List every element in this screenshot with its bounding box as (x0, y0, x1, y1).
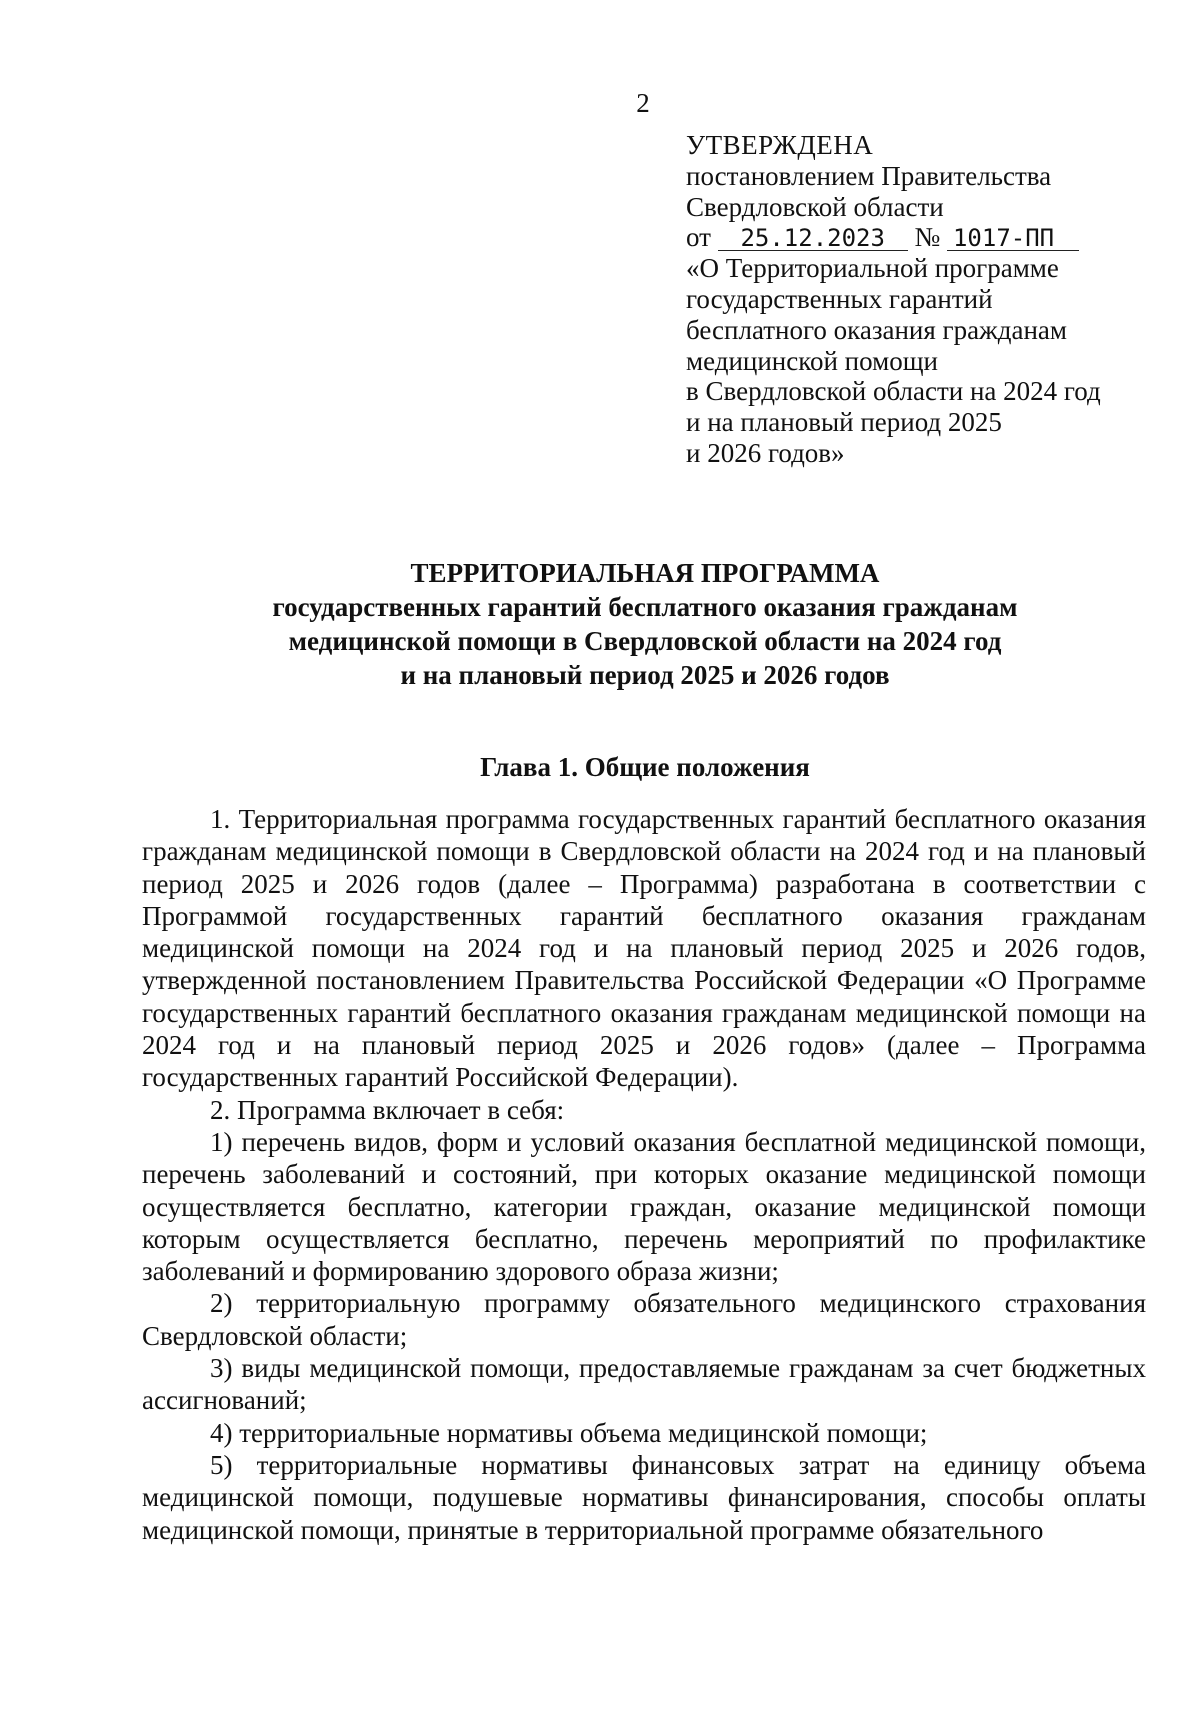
approval-line: медицинской помощи (686, 345, 938, 376)
number-label: № (914, 222, 941, 253)
title-line: медицинской помощи в Свердловской области на 2024 год (288, 626, 1002, 656)
title-line: государственных гарантий бесплатного оказания гражданам (272, 592, 1018, 622)
title-line: и на плановый период 2025 и 2026 годов (400, 660, 890, 690)
from-label: от (686, 222, 711, 253)
approval-line: Свердловской области (686, 191, 944, 222)
document-title (142, 556, 1148, 692)
approval-line: в Свердловской области на 2024 год (686, 376, 1101, 407)
approval-line: и 2026 годов» (686, 437, 845, 468)
list-item: 4) территориальные нормативы объема медицинской помощи; (210, 1417, 928, 1448)
approval-date: 25.12.2023 (718, 226, 908, 251)
list-item: 5) территориальные нормативы финансовых затрат на единицу объема медицинской помощи, подушевые нормативы финансирования, способы оплаты медицинской помощи, принятые в территориальной программе обязательного (142, 1449, 1146, 1545)
title-line: ТЕРРИТОРИАЛЬНАЯ ПРОГРАММА (410, 558, 880, 588)
approval-date-number (686, 222, 1101, 253)
approval-line: государственных гарантий (686, 283, 993, 314)
chapter-title: Глава 1. Общие положения (480, 752, 810, 782)
paragraph: 2. Программа включает в себя: (210, 1094, 565, 1125)
approval-stamp: УТВЕРЖДЕНА (686, 130, 874, 160)
body-text (142, 803, 1146, 1546)
approval-block (686, 130, 1101, 469)
approval-line: постановлением Правительства (686, 160, 1052, 191)
list-item: 1) перечень видов, форм и условий оказания бесплатной медицинской помощи, перечень заболеваний и состояний, при которых оказание медицинской помощи осуществляется бесплатно, категории граждан, оказание медицинской помощи которым осуществляется бесплатно, перечень мероприятий по профилактике заболеваний и формированию здорового образа жизни; (142, 1126, 1146, 1287)
paragraph: 1. Территориальная программа государственных гарантий бесплатного оказания гражданам медицинской помощи в Свердловской области на 2024 год и на плановый период 2025 и 2026 годов (далее – Программа) разработана в соответствии с Программой государственных гарантий бесплатного оказания гражданам медицинской помощи на 2024 год и на плановый период 2025 и 2026 годов, утвержденной постановлением Правительства Российской Федерации «О Программе государственных гарантий бесплатного оказания гражданам медицинской помощи на 2024 год и на плановый период 2025 и 2026 годов» (далее – Программа государственных гарантий Российской Федерации). (142, 804, 1146, 1093)
approval-number: 1017-ПП (947, 226, 1079, 251)
approval-line: и на плановый период 2025 (686, 407, 1002, 438)
page-number: 2 (636, 88, 650, 118)
approval-line: бесплатного оказания гражданам (686, 314, 1067, 345)
approval-line: «О Территориальной программе (686, 253, 1059, 284)
list-item: 3) виды медицинской помощи, предоставляемые гражданам за счет бюджетных ассигнований; (142, 1353, 1146, 1416)
list-item: 2) территориальную программу обязательного медицинского страхования Свердловской области; (142, 1288, 1146, 1351)
